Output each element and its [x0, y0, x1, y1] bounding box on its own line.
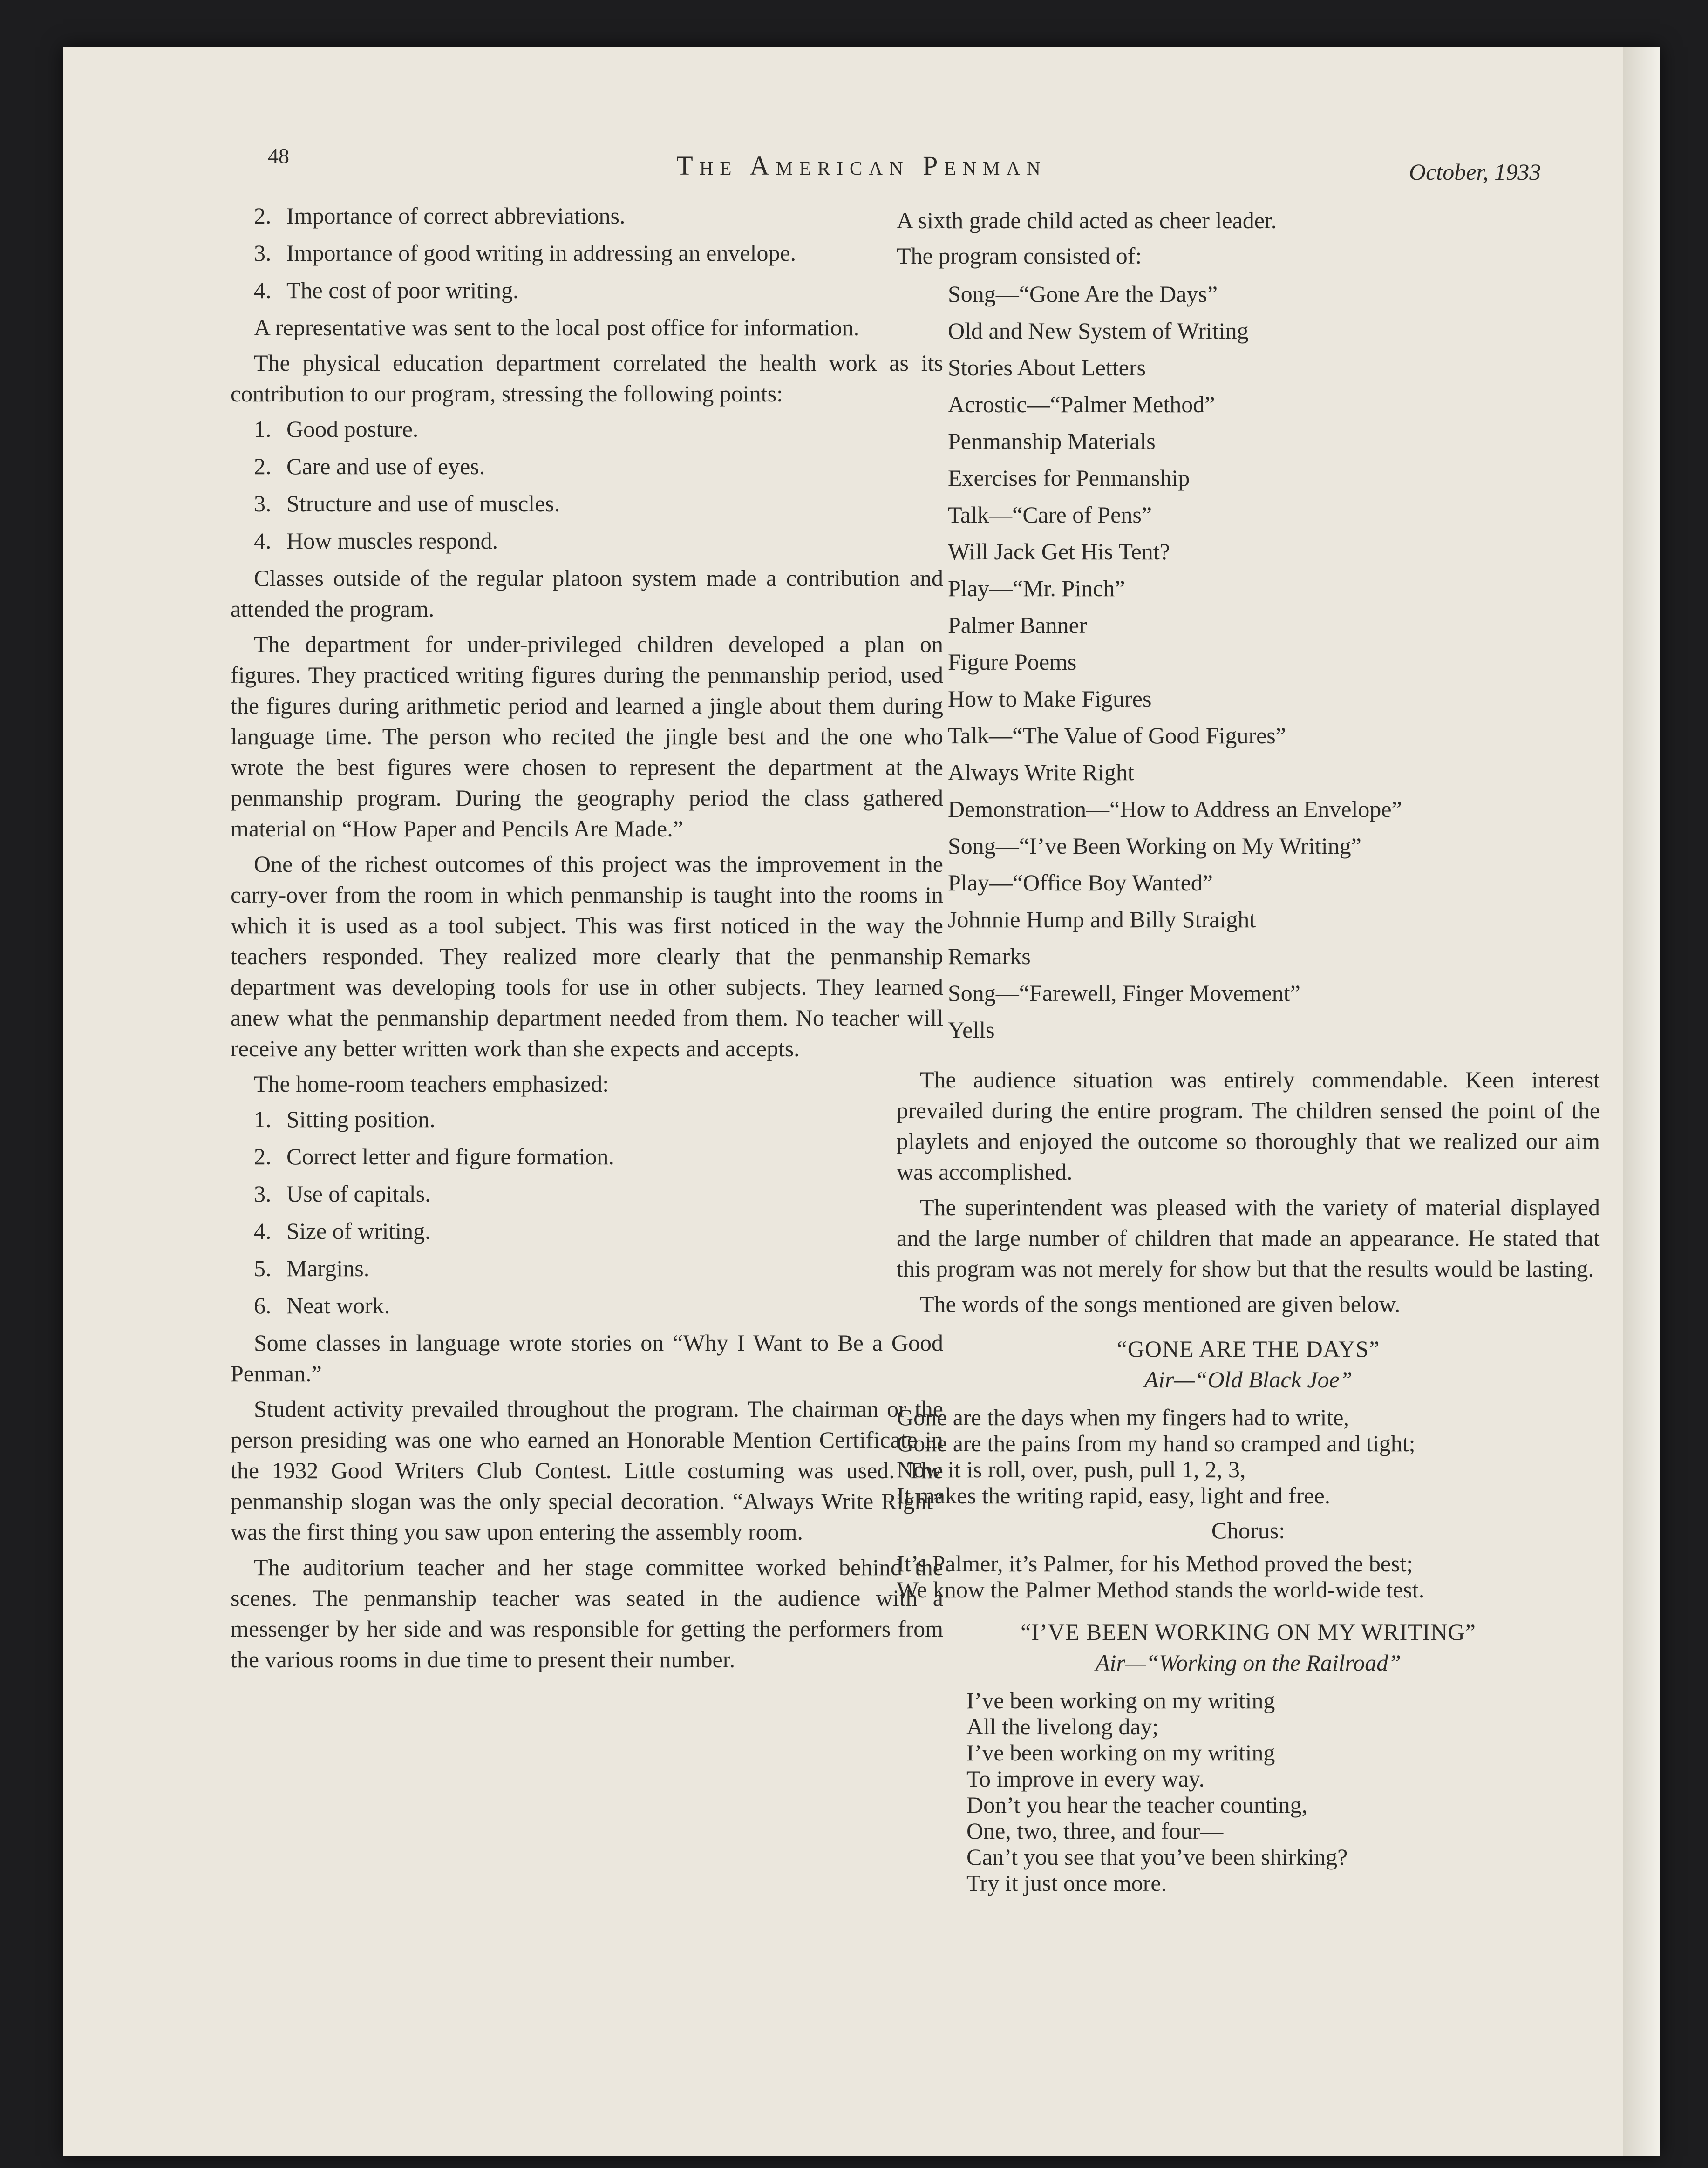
issue-date: October, 1933	[1409, 159, 1541, 185]
list-item: 2. Care and use of eyes.	[254, 453, 485, 479]
verse-line: Don’t you hear the teacher counting,	[966, 1792, 1308, 1818]
song-chorus	[897, 1550, 1600, 1603]
list-homeroom	[231, 1104, 943, 1321]
program-item: Play—“Office Boy Wanted”	[948, 870, 1213, 896]
right-column	[897, 205, 1600, 1903]
verse-line: I’ve been working on my writing	[966, 1687, 1275, 1713]
paragraph: A sixth grade child acted as cheer leader.	[897, 207, 1277, 233]
chorus-label: Chorus:	[1211, 1517, 1286, 1543]
verse-line: Gone are the days when my fingers had to write,	[897, 1404, 1349, 1430]
program-item: Old and New System of Writing	[948, 318, 1249, 344]
paragraph: The auditorium teacher and her stage committee worked behind the scenes. The penmanship teacher was seated in the audience with a messenger by her side and was responsible for getting the performers from the various rooms in due time to present their number.	[231, 1554, 943, 1672]
program-item: Penmanship Materials	[948, 428, 1156, 454]
song-air: Air—“Working on the Railroad”	[1095, 1650, 1402, 1676]
program-item: How to Make Figures	[948, 686, 1152, 712]
program-item: Talk—“The Value of Good Figures”	[948, 722, 1286, 748]
verse-line: Try it just once more.	[966, 1870, 1167, 1896]
program-item: Johnnie Hump and Billy Straight	[948, 906, 1256, 932]
list-item: 4. Size of writing.	[254, 1218, 431, 1244]
list-item: 2. Importance of correct abbreviations.	[254, 203, 626, 229]
verse-line: It makes the writing rapid, easy, light and free.	[897, 1482, 1331, 1509]
program-item: Song—“Farewell, Finger Movement”	[948, 980, 1300, 1006]
program-list	[897, 276, 1600, 1048]
program-item: Demonstration—“How to Address an Envelope”	[948, 796, 1402, 822]
list-item: 4. The cost of poor writing.	[254, 277, 519, 303]
verse-line: It’s Palmer, it’s Palmer, for his Method proved the best;	[897, 1550, 1413, 1577]
song-verse	[897, 1687, 1600, 1896]
song-air: Air—“Old Black Joe”	[1144, 1366, 1353, 1393]
paragraph: The audience situation was entirely commendable. Keen interest prevailed during the entire program. The children sensed the point of the playlets and enjoyed the outcome so thoroughly that we realized our aim was accomplished.	[897, 1067, 1600, 1185]
page-number: 48	[268, 144, 289, 168]
verse-line: All the livelong day;	[966, 1713, 1159, 1740]
program-item: Will Jack Get His Tent?	[948, 538, 1170, 564]
program-item: Palmer Banner	[948, 612, 1087, 638]
program-item: Talk—“Care of Pens”	[948, 502, 1152, 528]
verse-line: Now it is roll, over, push, pull 1, 2, 3,	[897, 1456, 1246, 1482]
magazine-page	[63, 47, 1660, 2156]
list-health	[231, 414, 943, 556]
list-item: 1. Good posture.	[254, 416, 419, 442]
verse-line: Gone are the pains from my hand so cramped and tight;	[897, 1430, 1415, 1456]
paragraph: The home-room teachers emphasized:	[254, 1071, 609, 1097]
paragraph: A representative was sent to the local post office for information.	[254, 314, 860, 340]
paragraph: Classes outside of the regular platoon system made a contribution and attended the program.	[231, 565, 943, 622]
list-item: 4. How muscles respond.	[254, 528, 498, 554]
program-item: Always Write Right	[948, 759, 1134, 785]
journal-title: The American Penman	[676, 150, 1047, 181]
paragraph: The superintendent was pleased with the variety of material displayed and the large number of children that made an appearance. He stated that this program was not merely for show but that the results would be lasting.	[897, 1194, 1600, 1282]
song-verse	[897, 1404, 1600, 1509]
list-item: 2. Correct letter and figure formation.	[254, 1143, 614, 1169]
program-item: Figure Poems	[948, 649, 1077, 675]
verse-line: To improve in every way.	[966, 1766, 1205, 1792]
program-item: Song—“I’ve Been Working on My Writing”	[948, 833, 1361, 859]
verse-line: I’ve been working on my writing	[966, 1740, 1275, 1766]
program-item: Stories About Letters	[948, 354, 1146, 381]
program-item: Exercises for Penmanship	[948, 465, 1190, 491]
list-item: 5. Margins.	[254, 1255, 370, 1281]
paragraph: The program consisted of:	[897, 243, 1142, 269]
paragraph: Student activity prevailed throughout the program. The chairman or the person presiding was one who earned an Honorable Mention Certificate in the 1932 Good Writers Club Contest. Little costuming was used. The penmanship slogan was the only special decoration. “Always Write Right” was the first thing you saw upon entering the assembly room.	[231, 1396, 943, 1545]
left-column	[231, 200, 943, 1679]
verse-line: We know the Palmer Method stands the world-wide test.	[897, 1577, 1425, 1603]
list-item: 1. Sitting position.	[254, 1106, 436, 1132]
song-title: “GONE ARE THE DAYS”	[1116, 1336, 1380, 1362]
program-item: Acrostic—“Palmer Method”	[948, 391, 1215, 417]
list-top	[231, 200, 943, 306]
paragraph: The words of the songs mentioned are given below.	[920, 1291, 1401, 1317]
program-item: Remarks	[948, 943, 1031, 969]
verse-line: Can’t you see that you’ve been shirking?	[966, 1844, 1348, 1870]
paragraph: One of the richest outcomes of this project was the improvement in the carry-over from the room in which penmanship is taught into the rooms in which it is used as a tool subject. This was first noticed in the way the teachers responded. They realized more clearly that the penmanship department was developing tools for use in other subjects. They learned anew what the penmanship department needed from them. No teacher will receive any better written work than she expects and accepts.	[231, 851, 943, 1061]
program-item: Song—“Gone Are the Days”	[948, 281, 1218, 307]
song-title: “I’VE BEEN WORKING ON MY WRITING”	[1021, 1619, 1476, 1645]
program-item: Play—“Mr. Pinch”	[948, 575, 1125, 601]
page-header	[63, 140, 1660, 196]
program-item: Yells	[948, 1017, 995, 1043]
list-item: 6. Neat work.	[254, 1292, 390, 1318]
paragraph: The physical education department correlated the health work as its contribution to our program, stressing the following points:	[231, 350, 943, 407]
list-item: 3. Structure and use of muscles.	[254, 490, 560, 517]
list-item: 3. Importance of good writing in addressing an envelope.	[254, 240, 796, 266]
page-gutter	[1623, 47, 1660, 2156]
list-item: 3. Use of capitals.	[254, 1181, 431, 1207]
paragraph: Some classes in language wrote stories on “Why I Want to Be a Good Penman.”	[231, 1330, 943, 1386]
paragraph: The department for under-privileged children developed a plan on figures. They practiced writing figures during the penmanship period, used the figures during arithmetic period and learned a jingle about them during language time. The person who recited the jingle best and the one who wrote the best figures were chosen to represent the department at the penmanship program. During the geography period the class gathered material on “How Paper and Pencils Are Made.”	[231, 631, 943, 842]
verse-line: One, two, three, and four—	[966, 1818, 1224, 1844]
